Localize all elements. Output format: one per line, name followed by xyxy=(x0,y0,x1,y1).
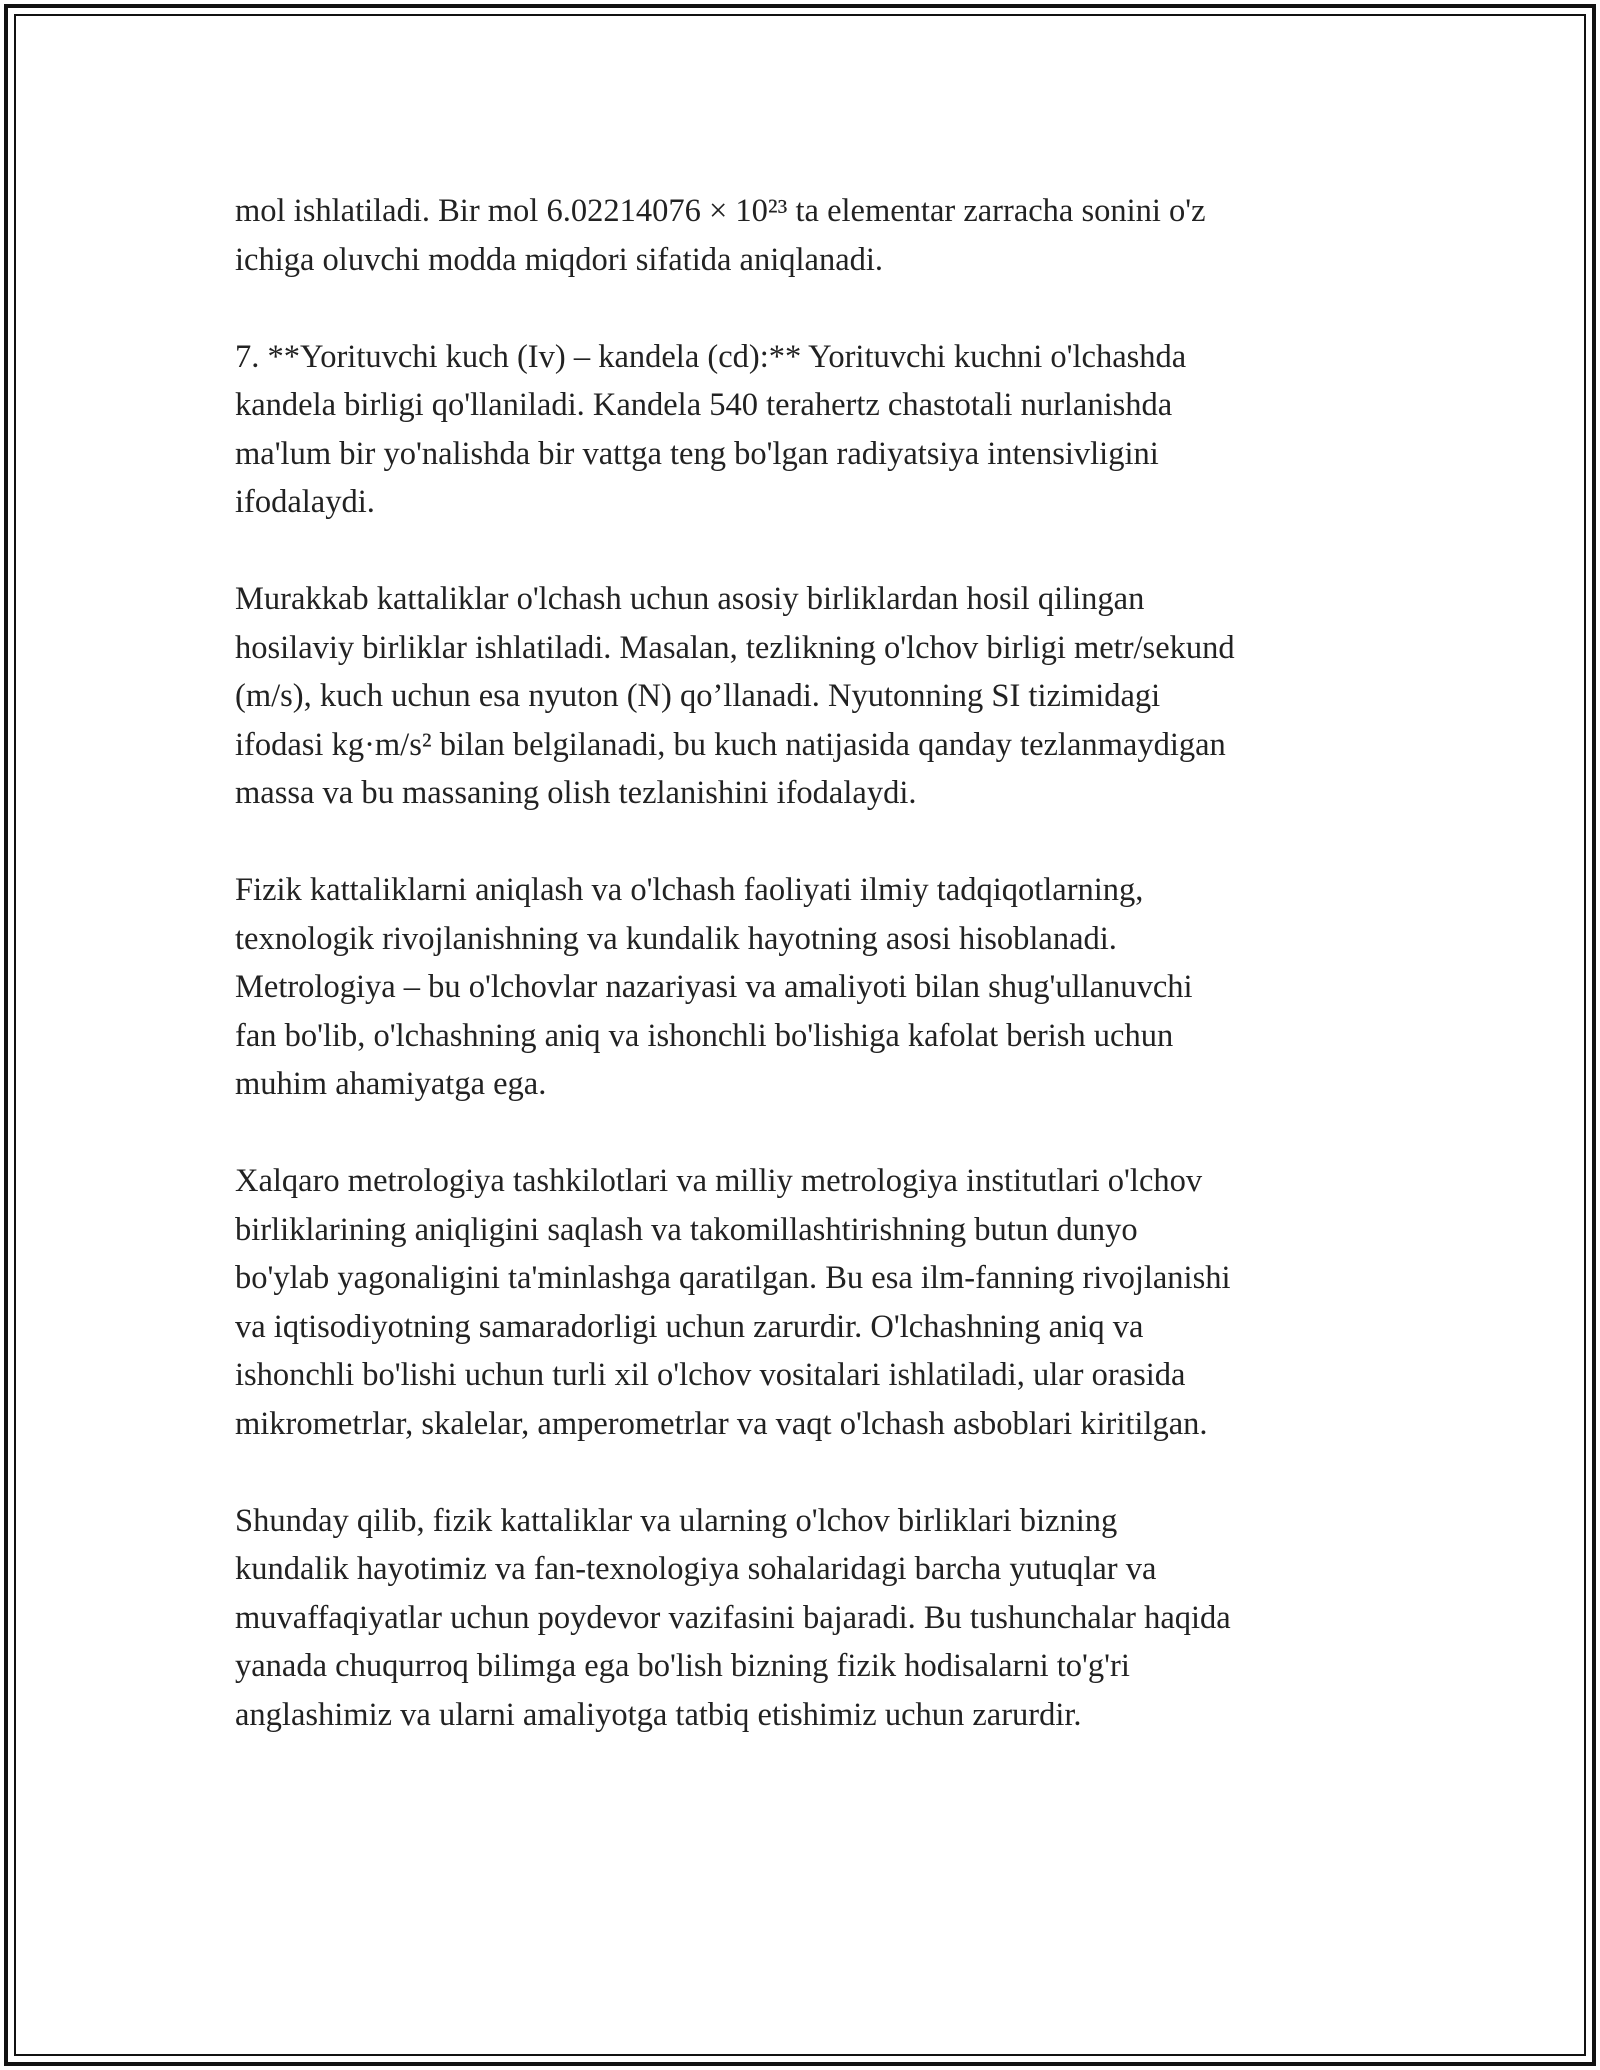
paragraph-conclusion: Shunday qilib, fizik kattaliklar va ularning o'lchov birliklari bizning kundalik hayotimiz va fan-texnologiya sohalaridagi barcha yutuqlar va muvaffaqiyatlar uchun poydevor vazifasini bajaradi. Bu tushunchalar haqida yanada chuqurroq bilimga ega bo'lish bizning fizik hodisalarni to'g'ri anglashimiz va ularni amaliyotga tatbiq etishimiz uchun zarurdir. xyxy=(235,1502,1231,1733)
paragraph-metrology: Fizik kattaliklarni aniqlash va o'lchash faoliyati ilmiy tadqiqotlarning, texnologik rivojlanishning va kundalik hayotning asosi hisoblanadi. Metrologiya – bu o'lchovlar nazariyasi va amaliyoti bilan shug'ullanuvchi fan bo'lib, o'lchashning aniq va ishonchli bo'lishiga kafolat berish uchun muhim ahamiyatga ega. xyxy=(235,872,1193,1102)
paragraph-luminous-intensity: 7. **Yorituvchi kuch (Iv) – kandela (cd):** Yorituvchi kuchni o'lchashda kandela birligi qo'llaniladi. Kandela 540 terahertz chastotali nurlanishda ma'lum bir yo'nalishda bir vattga teng bo'lgan radiyatsiya intensivligini ifodalaydi. xyxy=(235,338,1187,520)
paragraph-international-metrology: Xalqaro metrologiya tashkilotlari va milliy metrologiya institutlari o'lchov birliklarining aniqligini saqlash va takomillashtirishning butun dunyo bo'ylab yagonaligini ta'minlashga qaratilgan. Bu esa ilm-fanning rivojlanishi va iqtisodiyotning samaradorligi uchun zarurdir. O'lchashning aniq va ishonchli bo'lishi uchun turli xil o'lchov vositalari ishlatiladi, ular orasida mikrometrlar, skalelar, amperometrlar va vaqt o'lchash asboblari kiritilgan. xyxy=(235,1163,1231,1442)
paragraph-derived-units: Murakkab kattaliklar o'lchash uchun asosiy birliklardan hosil qilingan hosilaviy birliklar ishlatiladi. Masalan, tezlikning o'lchov birligi metr/sekund (m/s), kuch uchun esa nyuton (N) qo’llanadi. Nyutonning SI tizimidagi ifodasi kg·m/s² bilan belgilanadi, bu kuch natijasida qanday tezlanmaydigan massa va bu massaning olish tezlanishini ifodalaydi. xyxy=(235,581,1235,811)
document-body xyxy=(235,187,1375,1788)
paragraph-mol-definition: mol ishlatiladi. Bir mol 6.02214076 × 10²³ ta elementar zarracha sonini o'z ichiga oluvchi modda miqdori sifatida aniqlanadi. xyxy=(235,193,1206,278)
